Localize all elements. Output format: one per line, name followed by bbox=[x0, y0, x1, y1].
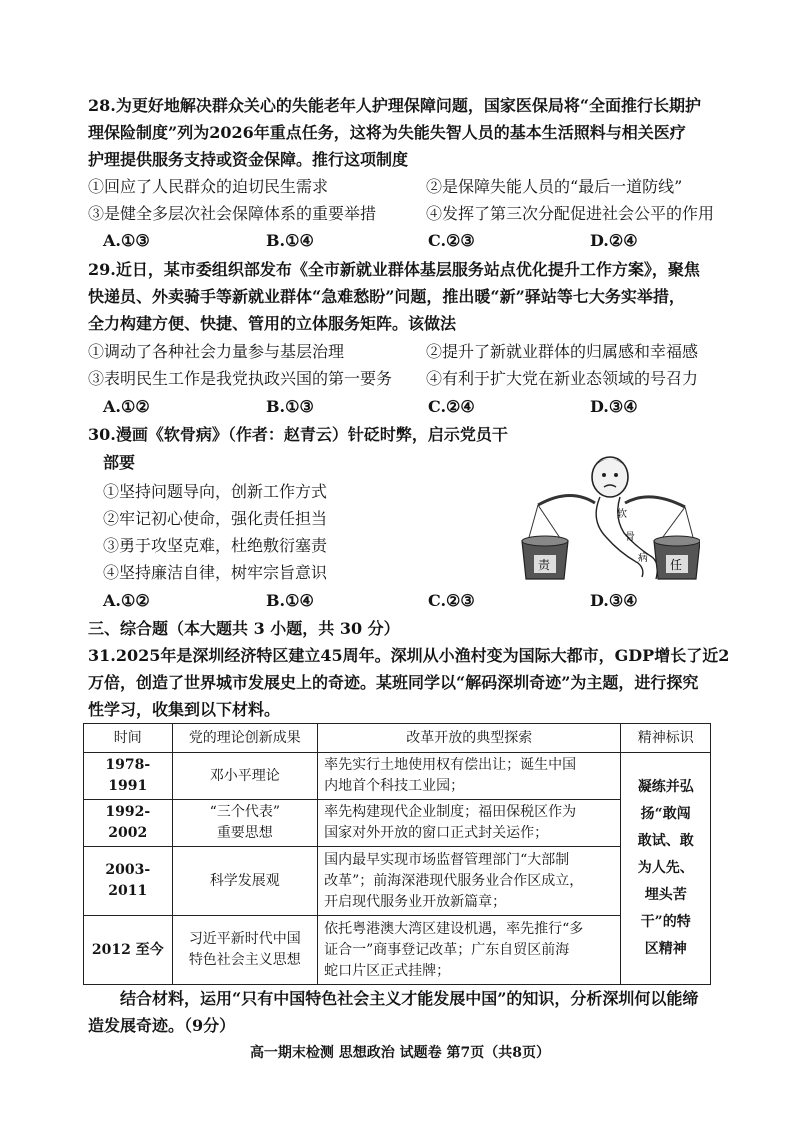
row1-theory-line1: 邓小平理论 bbox=[209, 767, 280, 784]
spirit-line-6: 干”的特 bbox=[640, 914, 691, 930]
q30-statement-2: ②牢记初心使命，强化责任担当 bbox=[103, 509, 328, 528]
q29-stem-line1: 29.近日，某市委组织部发布《全市新就业群体基层服务站点优化提升工作方案》，聚焦 bbox=[88, 260, 700, 279]
q29-option-c: C.②④ bbox=[428, 397, 475, 416]
table-row bbox=[84, 847, 711, 916]
q29-stem-line2: 快递员、外卖骑手等新就业群体“急难愁盼”问题，推出暖“新”驿站等七大务实举措， bbox=[88, 287, 685, 306]
row4-reform-line3: 蛇口片区正式挂牌； bbox=[324, 962, 451, 979]
row4-reform bbox=[318, 916, 621, 985]
ribbon-char-1: 软 bbox=[617, 509, 627, 520]
row2-reform bbox=[318, 800, 621, 847]
shenzhen-material-table bbox=[83, 723, 711, 985]
page-footer: 高一期末检测 思想政治 试题卷 第7页（共8页） bbox=[249, 1045, 551, 1061]
spirit-line-4: 为人先、 bbox=[637, 860, 694, 876]
q28-statement-3: ③是健全多层次社会保障体系的重要举措 bbox=[88, 204, 377, 223]
q28-option-c: C.②③ bbox=[428, 231, 475, 250]
header-time: 时间 bbox=[84, 724, 173, 753]
row3-time: 2003-2011 bbox=[84, 847, 173, 916]
q29-stem-line3: 全力构建方便、快捷、管用的立体服务矩阵。该做法 bbox=[88, 314, 457, 333]
spirit-line-3: 敢试、敢 bbox=[637, 833, 694, 849]
q30-stem-line2: 部要 bbox=[103, 453, 136, 472]
q30-statement-3: ③勇于攻坚克难，杜绝敷衍塞责 bbox=[103, 536, 328, 555]
row2-reform-line1: 率先构建现代企业制度；福田保税区作为 bbox=[324, 804, 577, 820]
table-header-row bbox=[84, 724, 711, 753]
ribbon-char-3: 病 bbox=[638, 553, 648, 564]
row2-theory-line2: 重要思想 bbox=[216, 825, 273, 841]
spirit-cell bbox=[621, 753, 711, 985]
q30-stem-line1: 30.漫画《软骨病》（作者：赵青云）针砭时弊，启示党员干 bbox=[88, 425, 508, 444]
table-row bbox=[84, 916, 711, 985]
row3-theory bbox=[172, 847, 318, 916]
q29-option-b: B.①③ bbox=[266, 397, 314, 416]
q28-stem-line2: 理保险制度”列为2026年重点任务，这将为失能失智人员的基本生活照料与相关医疗 bbox=[88, 123, 686, 142]
row2-theory bbox=[172, 800, 318, 847]
q31-task-line1: 结合材料，运用“只有中国特色社会主义才能发展中国”的知识，分析深圳何以能缔 bbox=[120, 989, 699, 1008]
q29-statement-4: ④有利于扩大党在新业态领域的号召力 bbox=[426, 369, 699, 388]
row1-time: 1978-1991 bbox=[84, 753, 173, 800]
q29-option-d: D.③④ bbox=[590, 397, 638, 416]
q30-statement-4: ④坚持廉洁自律，树牢宗旨意识 bbox=[103, 563, 328, 582]
row3-reform-line3: 开启现代服务业开放新篇章； bbox=[324, 893, 507, 910]
header-theory: 党的理论创新成果 bbox=[172, 724, 318, 753]
q29-statement-3: ③表明民生工作是我党执政兴国的第一要务 bbox=[88, 369, 393, 388]
q28-option-d: D.②④ bbox=[590, 231, 638, 250]
q30-statement-1: ①坚持问题导向，创新工作方式 bbox=[103, 482, 328, 501]
spirit-line-2: 扬“敢闯 bbox=[640, 806, 691, 822]
row3-theory-line1: 科学发展观 bbox=[209, 872, 280, 889]
row1-reform-line1: 率先实行土地使用权有偿出让；诞生中国 bbox=[324, 757, 577, 773]
q30-option-a: A.①② bbox=[103, 591, 150, 610]
q31-task-line2: 造发展奇迹。（9分） bbox=[88, 1016, 236, 1035]
bucket-label-left: 责 bbox=[538, 558, 551, 572]
q29-statement-2: ②提升了新就业群体的归属感和幸福感 bbox=[426, 342, 699, 361]
q28-option-b: B.①④ bbox=[266, 231, 314, 250]
q28-statement-1: ①回应了人民群众的迫切民生需求 bbox=[88, 177, 329, 196]
row1-theory bbox=[172, 753, 318, 800]
q29-statement-1: ①调动了各种社会力量参与基层治理 bbox=[88, 342, 345, 361]
table-row bbox=[84, 753, 711, 800]
bucket-label-right: 任 bbox=[670, 558, 683, 572]
section-3-heading: 三、综合题（本大题共 3 小题，共 30 分） bbox=[88, 619, 400, 638]
table-row bbox=[84, 800, 711, 847]
q30-option-d: D.③④ bbox=[590, 591, 638, 610]
row4-theory-line1: 习近平新时代中国 bbox=[188, 931, 301, 947]
row3-reform-line2: 改革”；前海深港现代服务业合作区成立， bbox=[324, 872, 584, 889]
ribbon-char-2: 骨 bbox=[625, 532, 635, 543]
q28-stem-line3: 护理提供服务支持或资金保障。推行这项制度 bbox=[88, 150, 409, 169]
q30-option-b: B.①④ bbox=[266, 591, 314, 610]
row1-reform bbox=[318, 753, 621, 800]
cartoon-soft-bone-disease bbox=[520, 445, 700, 585]
spirit-line-5: 埋头苦 bbox=[644, 887, 687, 903]
row2-reform-line2: 国家对外开放的窗口正式封关运作； bbox=[324, 825, 549, 841]
row4-reform-line2: 证合一”商事登记改革；广东自贸区前海 bbox=[324, 941, 570, 958]
row3-reform-line1: 国内最早实现市场监督管理部门“大部制 bbox=[324, 851, 570, 868]
spirit-line-7: 区精神 bbox=[644, 941, 687, 957]
q28-statement-4: ④发挥了第三次分配促进社会公平的作用 bbox=[426, 204, 715, 223]
q29-option-a: A.①② bbox=[103, 397, 150, 416]
row2-theory-line1: “三个代表” bbox=[209, 804, 280, 820]
row4-reform-line1: 依托粤港澳大湾区建设机遇，率先推行“多 bbox=[324, 920, 584, 937]
header-spirit: 精神标识 bbox=[621, 724, 711, 753]
spirit-line-1: 凝练并弘 bbox=[637, 779, 694, 795]
q31-intro-line3: 性学习，收集到以下材料。 bbox=[88, 700, 281, 719]
row1-reform-line2: 内地首个科技工业园； bbox=[324, 778, 465, 794]
q28-stem-line1: 28.为更好地解决群众关心的失能老年人护理保障问题，国家医保局将“全面推行长期护 bbox=[88, 96, 702, 115]
q28-option-a: A.①③ bbox=[103, 231, 150, 250]
row4-time: 2012 至今 bbox=[84, 916, 173, 985]
q28-statement-2: ②是保障失能人员的“最后一道防线” bbox=[426, 177, 683, 196]
q30-option-c: C.②③ bbox=[428, 591, 475, 610]
row4-theory bbox=[172, 916, 318, 985]
row4-theory-line2: 特色社会主义思想 bbox=[188, 952, 301, 968]
row2-time: 1992-2002 bbox=[84, 800, 173, 847]
q31-intro-line2: 万倍，创造了世界城市发展史上的奇迹。某班同学以“解码深圳奇迹”为主题，进行探究 bbox=[88, 673, 699, 692]
row3-reform bbox=[318, 847, 621, 916]
q31-intro-line1: 31.2025年是深圳经济特区建立45周年。深圳从小渔村变为国际大都市，GDP增长了近2 bbox=[88, 646, 730, 665]
header-reform: 改革开放的典型探索 bbox=[318, 724, 621, 753]
